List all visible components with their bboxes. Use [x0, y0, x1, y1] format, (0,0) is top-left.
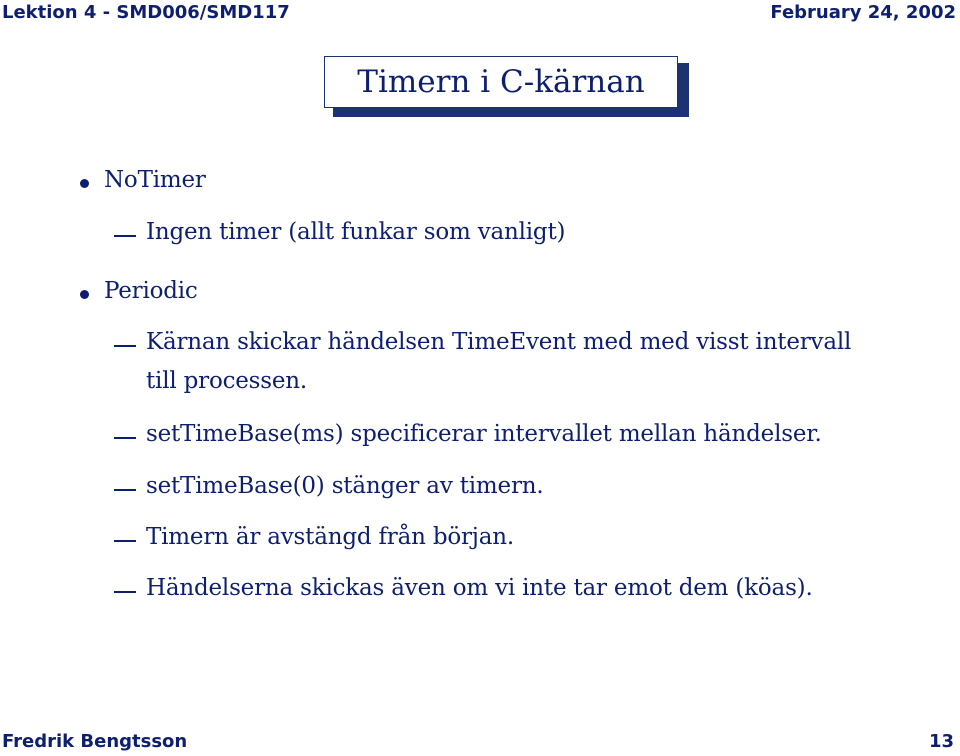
sub-item: Händelserna skickas även om vi inte tar emot dem (köas). — [146, 575, 813, 601]
list-item-notimer: NoTimer — [104, 167, 206, 193]
bullet-icon — [80, 290, 89, 299]
sub-item: Timern är avstängd från början. — [146, 524, 514, 550]
dash-icon — [114, 345, 136, 347]
sub-item-continuation: till processen. — [146, 368, 308, 394]
dash-icon — [114, 235, 136, 237]
header-lecture: Lektion 4 - SMD006/SMD117 — [2, 2, 290, 23]
sub-item: setTimeBase(ms) specificerar intervallet mellan händelser. — [146, 421, 822, 447]
sub-item: setTimeBase(0) stänger av timern. — [146, 473, 544, 499]
dash-icon — [114, 540, 136, 542]
bullet-icon — [80, 179, 89, 188]
dash-icon — [114, 591, 136, 593]
dash-icon — [114, 437, 136, 439]
slide-title: Timern i C-kärnan — [324, 56, 678, 108]
footer-author: Fredrik Bengtsson — [2, 731, 188, 752]
sub-item: Kärnan skickar händelsen TimeEvent med med visst intervall — [146, 329, 852, 355]
header-date: February 24, 2002 — [770, 2, 956, 23]
sub-item: Ingen timer (allt funkar som vanligt) — [146, 219, 566, 245]
list-item-periodic: Periodic — [104, 278, 198, 304]
page-number: 13 — [928, 731, 954, 752]
dash-icon — [114, 489, 136, 491]
